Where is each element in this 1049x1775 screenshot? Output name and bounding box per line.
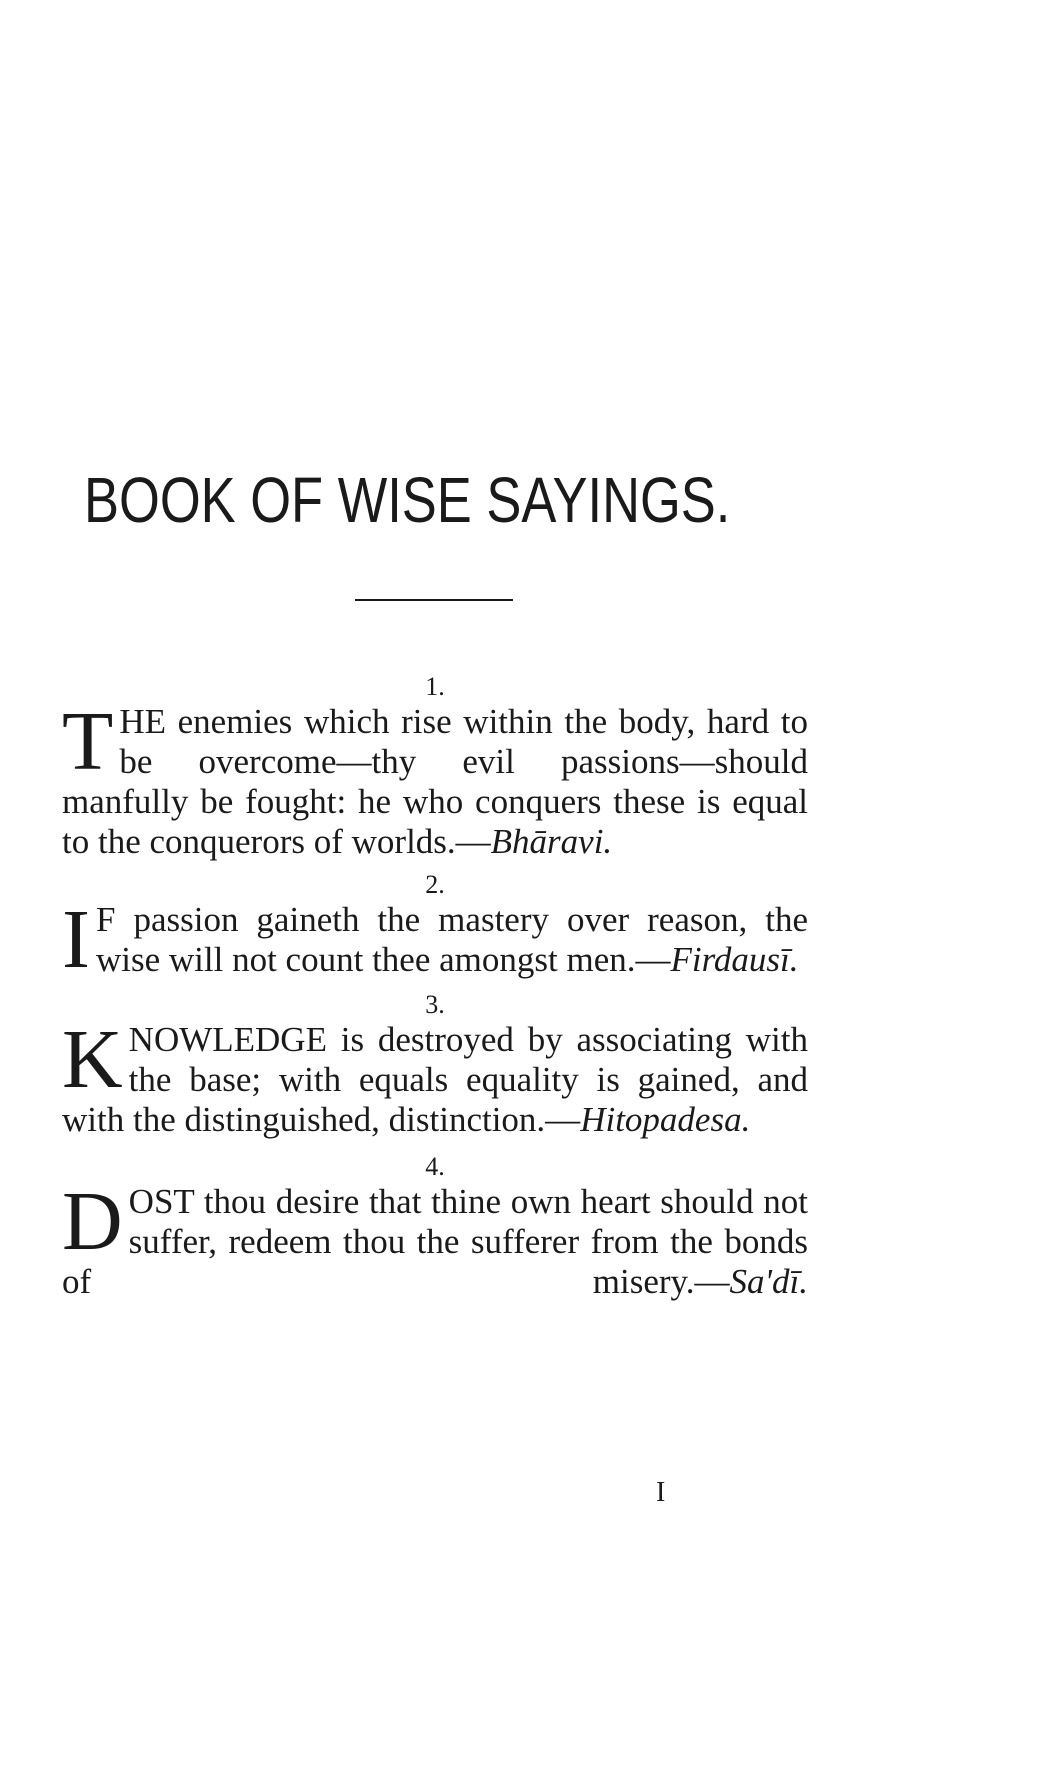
- saying-body: is destroyed by associating with the base; with equals equality is gained, and with the distinguished, distinction.—: [62, 1020, 808, 1139]
- saying-body: thou desire that thine own heart should not suffer, redeem thou the sufferer from the bonds of misery.—: [62, 1182, 808, 1301]
- saying-number: 4.: [425, 1152, 445, 1181]
- saying-number: 2.: [425, 870, 445, 899]
- saying-lead: OST: [128, 1182, 195, 1221]
- saying-body: enemies which rise within the body, hard to be overcome—thy evil passions—should manfully be fought: he who conquers these is equal to the conquerors of worlds.—: [62, 702, 808, 861]
- page-number: I: [656, 1477, 666, 1508]
- saying-text: [62, 1175, 808, 1302]
- saying-1: [62, 672, 808, 862]
- drop-cap: D: [62, 1175, 123, 1268]
- saying-lead: F: [95, 900, 116, 939]
- saying-number: 1.: [425, 672, 445, 701]
- saying-lead: NOWLEDGE: [128, 1020, 327, 1059]
- saying-attribution: Sa'dī.: [729, 1262, 808, 1301]
- drop-cap: I: [62, 893, 90, 986]
- saying-4: [62, 1152, 808, 1302]
- page-title: BOOK OF WISE SAYINGS.: [84, 464, 731, 536]
- saying-attribution: Hitopadesa.: [580, 1100, 751, 1139]
- saying-text: [62, 893, 808, 986]
- saying-attribution: Firdausī.: [670, 940, 799, 979]
- saying-3: [62, 990, 808, 1140]
- saying-attribution: Bhāravi.: [490, 822, 613, 861]
- saying-text: [62, 1013, 808, 1140]
- drop-cap: T: [62, 695, 114, 788]
- saying-2: [62, 870, 808, 986]
- title-rule: [355, 599, 513, 601]
- saying-lead: HE: [119, 702, 166, 741]
- drop-cap: K: [62, 1013, 123, 1106]
- saying-text: [62, 695, 808, 862]
- saying-number: 3.: [425, 990, 445, 1019]
- sayings-list: [62, 672, 808, 1302]
- saying-body: passion gaineth the mastery over reason, the wise will not count thee amongst men.—: [95, 900, 808, 979]
